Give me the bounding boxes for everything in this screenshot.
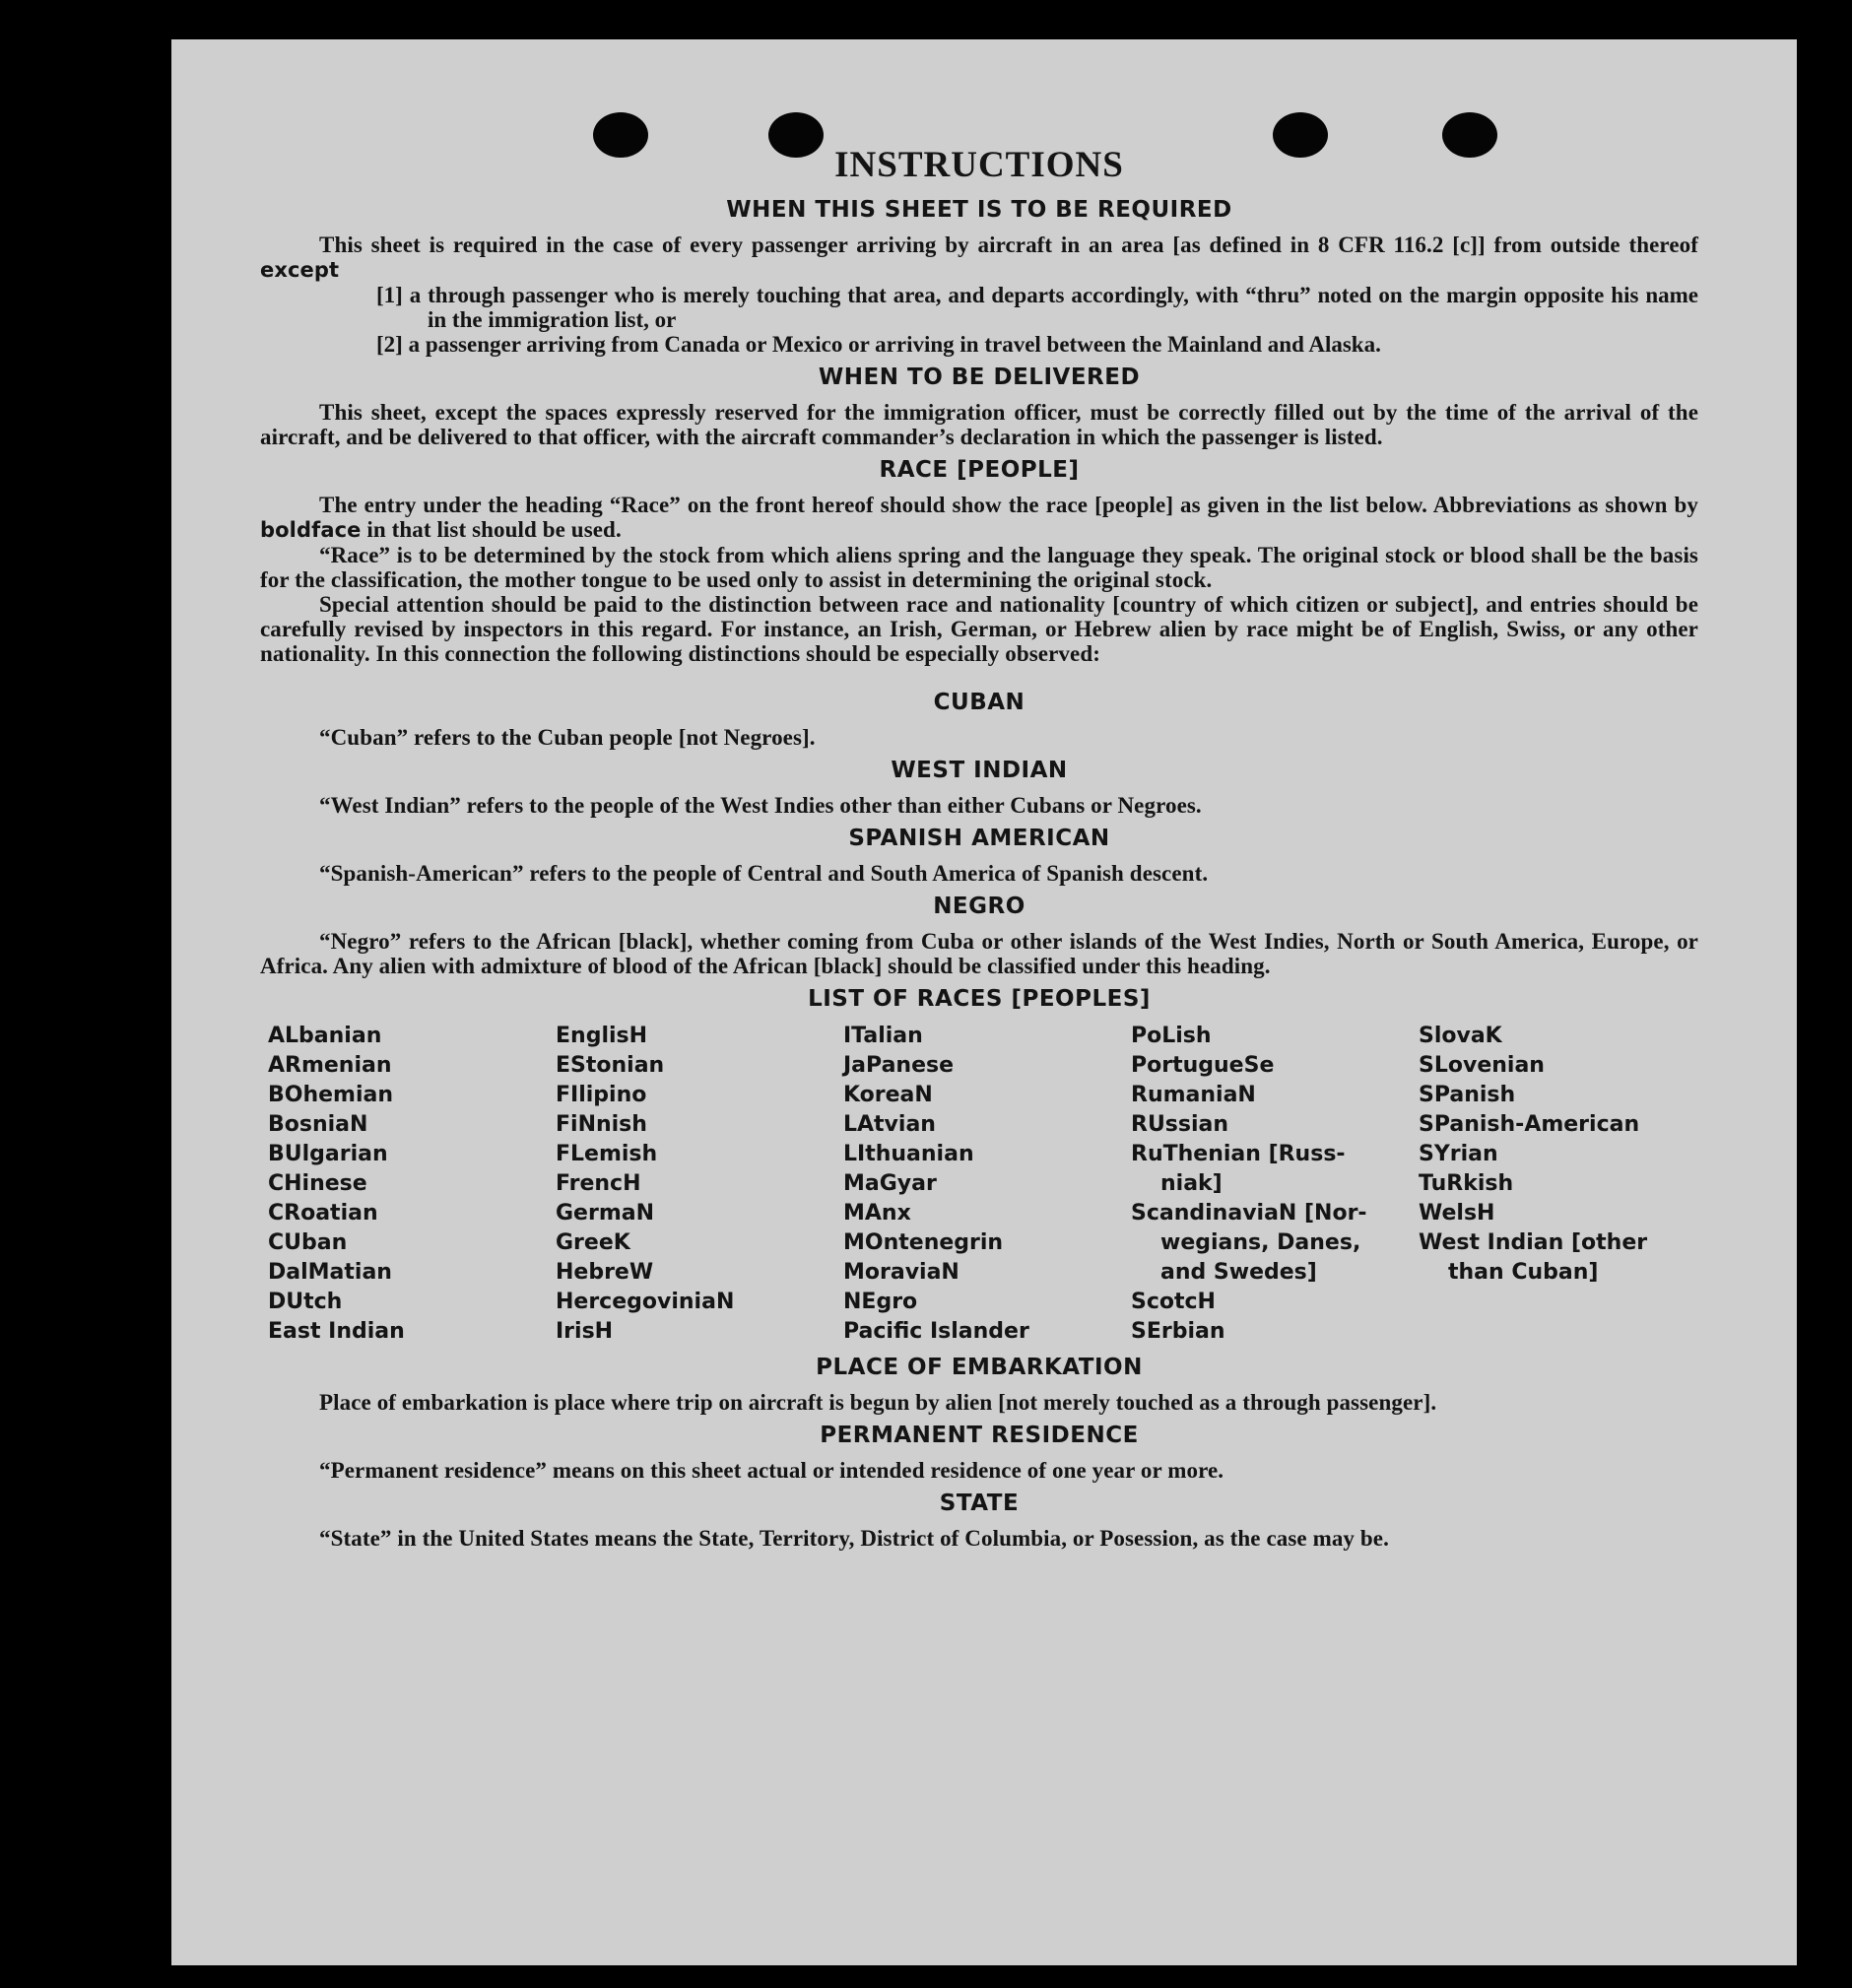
heading-permanent-residence: PERMANENT RESIDENCE — [820, 1423, 1139, 1448]
race-item: MAnx — [843, 1201, 911, 1226]
races-column — [1419, 1022, 1694, 1347]
race-item: ScandinaviaN [Nor- — [1131, 1201, 1367, 1226]
races-column — [843, 1022, 1131, 1347]
permanent-residence-text: “Permanent residence” means on this sheet actual or intended residence of one year or more. — [319, 1458, 1224, 1483]
race-item: ALbanian — [268, 1024, 382, 1048]
race-item: LIthuanian — [843, 1142, 974, 1166]
race-item: NEgro — [843, 1290, 918, 1314]
race-item: wegians, Danes, — [1160, 1230, 1361, 1255]
race-item: than Cuban] — [1448, 1260, 1599, 1285]
races-column — [1131, 1022, 1419, 1347]
races-list — [268, 1022, 1698, 1347]
race-item: SlovaK — [1419, 1024, 1502, 1048]
race-paragraph-1: The entry under the heading “Race” on the front hereof should show the race [people] as given in the list below. Abbreviations as shown by boldface in that list should be used. — [260, 493, 1698, 542]
required-intro: This sheet is required in the case of every passenger arriving by aircraft in an area [as defined in 8 CFR 116.2 [c]] from outside thereof except — [260, 232, 1698, 282]
race-item: HercegoviniaN — [556, 1290, 735, 1314]
instructions-content — [260, 146, 1698, 1551]
heading-cuban: CUBAN — [933, 690, 1025, 715]
race-item: SPanish-American — [1419, 1112, 1640, 1137]
required-item-1: [1] a through passenger who is merely touching that area, and departs accordingly, with “thru” noted on the margin opposite his name in the immigration list, or — [376, 283, 1698, 332]
race-item: KoreaN — [843, 1083, 933, 1107]
race-paragraph-3: Special attention should be paid to the distinction between race and nationality [country of which citizen or subject], and entries should be carefully revised by inspectors in this regard. For instance, an Irish, German, or Hebrew alien by race might be of English, Swiss, or any other nationality. In this connection the following distinctions should be especially observed: — [260, 592, 1698, 666]
race-item: PortugueSe — [1131, 1053, 1275, 1078]
race-item: MoraviaN — [843, 1260, 959, 1285]
race-item: East Indian — [268, 1319, 405, 1344]
race-item: FiNnish — [556, 1112, 647, 1137]
race-item: TuRkish — [1419, 1171, 1514, 1196]
race-item: LAtvian — [843, 1112, 936, 1137]
race-item: IrisH — [556, 1319, 614, 1344]
race-item: HebreW — [556, 1260, 654, 1285]
race-item: SLovenian — [1419, 1053, 1545, 1078]
state-text: “State” in the United States means the State, Territory, District of Columbia, or Posession, as the case may be. — [319, 1526, 1389, 1551]
race-item: SErbian — [1131, 1319, 1225, 1344]
race-item: GermaN — [556, 1201, 655, 1226]
races-column — [268, 1022, 556, 1347]
race-item: PoLish — [1131, 1024, 1212, 1048]
race-paragraph-2: “Race” is to be determined by the stock from which aliens spring and the language they speak. The original stock or blood shall be the basis for the classification, the mother tongue to be used only to assist in determining the original stock. — [260, 543, 1698, 592]
race-item: niak] — [1160, 1171, 1223, 1196]
heading-state: STATE — [939, 1491, 1020, 1516]
heading-list-of-races: LIST OF RACES [PEOPLES] — [808, 986, 1151, 1012]
west-indian-text: “West Indian” refers to the people of the West Indies other than either Cubans or Negroes. — [319, 793, 1202, 818]
heading-west-indian: WEST INDIAN — [891, 758, 1068, 783]
race-item: FrencH — [556, 1171, 641, 1196]
race-item: Pacific Islander — [843, 1319, 1029, 1344]
race-item: ITalian — [843, 1024, 923, 1048]
race-item: SYrian — [1419, 1142, 1498, 1166]
spanish-american-text: “Spanish-American” refers to the people of Central and South America of Spanish descent. — [319, 861, 1209, 886]
race-item: FLemish — [556, 1142, 658, 1166]
race-item: ARmenian — [268, 1053, 392, 1078]
races-column — [556, 1022, 843, 1347]
race-item: BOhemian — [268, 1083, 394, 1107]
race-item: and Swedes] — [1160, 1260, 1317, 1285]
race-item: CRoatian — [268, 1201, 378, 1226]
race-item: DUtch — [268, 1290, 343, 1314]
heading-embarkation: PLACE OF EMBARKATION — [816, 1355, 1143, 1380]
required-item-2: [2] a passenger arriving from Canada or Mexico or arriving in travel between the Mainland and Alaska. — [376, 332, 1381, 357]
race-item: West Indian [other — [1419, 1230, 1648, 1255]
heading-required: WHEN THIS SHEET IS TO BE REQUIRED — [726, 197, 1232, 223]
race-item: BosniaN — [268, 1112, 368, 1137]
race-item: RUssian — [1131, 1112, 1229, 1137]
race-item: EnglisH — [556, 1024, 648, 1048]
heading-race: RACE [PEOPLE] — [879, 457, 1080, 483]
heading-negro: NEGRO — [933, 894, 1025, 919]
race-item: CHinese — [268, 1171, 367, 1196]
heading-spanish-american: SPANISH AMERICAN — [848, 826, 1110, 851]
page-title: INSTRUCTIONS — [834, 145, 1124, 185]
heading-delivered: WHEN TO BE DELIVERED — [818, 364, 1141, 390]
cuban-text: “Cuban” refers to the Cuban people [not Negroes]. — [319, 725, 816, 750]
race-item: EStonian — [556, 1053, 665, 1078]
race-item: BUlgarian — [268, 1142, 388, 1166]
race-item: SPanish — [1419, 1083, 1516, 1107]
race-item: WelsH — [1419, 1201, 1495, 1226]
race-item: JaPanese — [843, 1053, 955, 1078]
race-item: DalMatian — [268, 1260, 392, 1285]
delivered-text: This sheet, except the spaces expressly reserved for the immigration officer, must be correctly filled out by the time of the arrival of the aircraft, and be delivered to that officer, with the aircraft commander’s declaration in which the passenger is listed. — [260, 400, 1698, 449]
race-item: FIlipino — [556, 1083, 647, 1107]
negro-text: “Negro” refers to the African [black], whether coming from Cuba or other islands of the West Indies, North or South America, Europe, or Africa. Any alien with admixture of blood of the African [black] should be classified under this heading. — [260, 929, 1698, 978]
race-item: GreeK — [556, 1230, 630, 1255]
race-item: MaGyar — [843, 1171, 937, 1196]
race-item: MOntenegrin — [843, 1230, 1004, 1255]
race-item: RumaniaN — [1131, 1083, 1256, 1107]
required-except: except — [260, 258, 340, 282]
race-item: ScotcH — [1131, 1290, 1216, 1314]
race-item: CUban — [268, 1230, 348, 1255]
race-item: RuThenian [Russ- — [1131, 1142, 1346, 1166]
embarkation-text: Place of embarkation is place where trip on aircraft is begun by alien [not merely touched as a through passenger]. — [319, 1390, 1437, 1415]
